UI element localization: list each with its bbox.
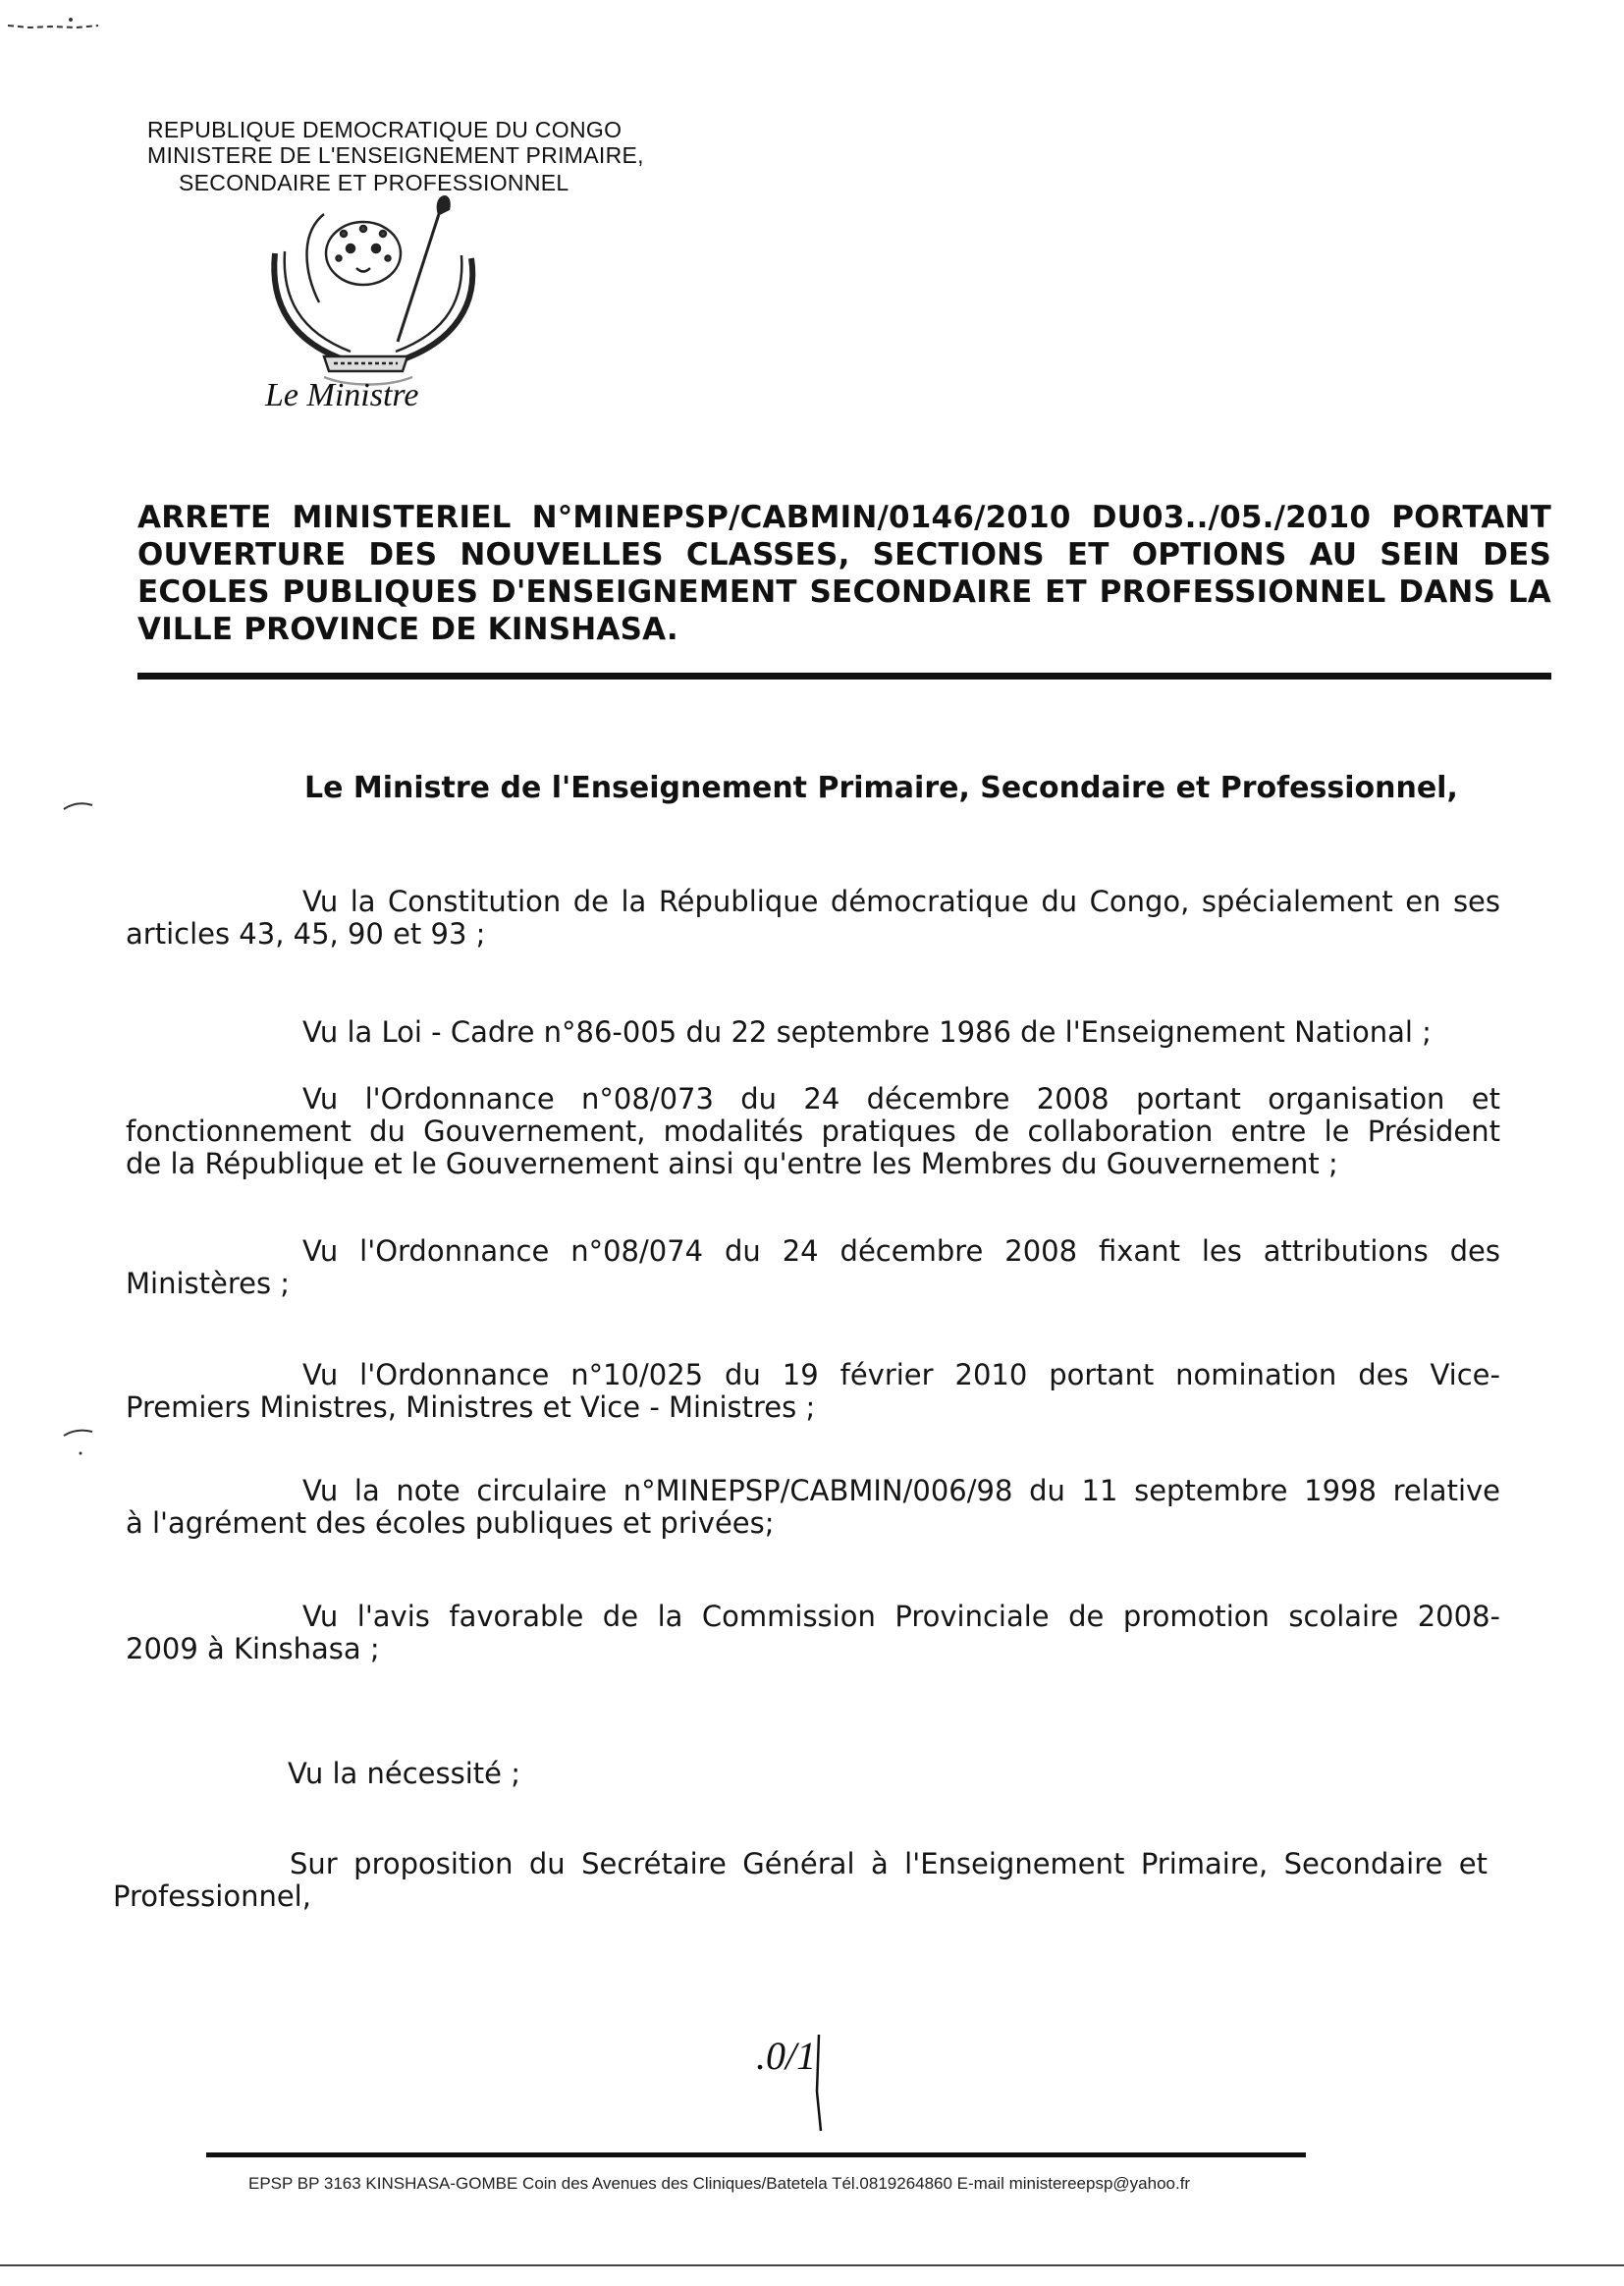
consideration-first-line: Vu la Loi - Cadre n°86-005 du 22 septembre 1986 de l'Enseignement National ; bbox=[302, 1015, 1432, 1049]
minister-heading: Le Ministre de l'Enseignement Primaire, Secondaire et Professionnel, bbox=[304, 771, 1458, 805]
consideration-continuation: Premiers Ministres, Ministres et Vice - Ministres ; bbox=[126, 1390, 816, 1424]
title-divider bbox=[137, 673, 1551, 680]
scan-edge-line bbox=[0, 2264, 1624, 2266]
footer-divider bbox=[206, 2152, 1306, 2157]
decree-title bbox=[137, 499, 1551, 648]
consideration-first-line: Vu la note circulaire n°MINEPSP/CABMIN/006/98 du 11 septembre 1998 relative bbox=[302, 1474, 1500, 1507]
consideration-proposition bbox=[113, 1848, 1488, 1913]
consideration-loi-cadre bbox=[126, 1016, 1500, 1049]
consideration-continuation: articles 43, 45, 90 et 93 ; bbox=[126, 917, 486, 951]
ministry-name-line2: SECONDAIRE ET PROFESSIONNEL bbox=[179, 170, 569, 195]
consideration-necessite bbox=[126, 1758, 1500, 1790]
margin-mark bbox=[59, 1424, 98, 1463]
page-initials: .0/1 bbox=[756, 2034, 817, 2078]
consideration-ordonnance-08-073 bbox=[126, 1083, 1500, 1180]
consideration-ordonnance-08-074 bbox=[126, 1235, 1500, 1300]
footer-address: EPSP BP 3163 KINSHASA-GOMBE Coin des Avenues des Cliniques/Batetela Tél.0819264860 E-mail ministereepsp@yahoo.fr bbox=[248, 2174, 1191, 2193]
consideration-first-line: Vu l'Ordonnance n°08/073 du 24 décembre 2008 portant organisation et bbox=[302, 1082, 1500, 1116]
minister-title-script: Le Ministre bbox=[265, 377, 419, 413]
margin-mark bbox=[59, 795, 98, 815]
consideration-continuation: à l'agrément des écoles publiques et privées; bbox=[126, 1506, 775, 1540]
consideration-avis-favorable bbox=[126, 1601, 1500, 1665]
consideration-ordonnance-10-025 bbox=[126, 1359, 1500, 1424]
consideration-note-circulaire bbox=[126, 1475, 1500, 1540]
consideration-first-line: Vu la Constitution de la République démocratique du Congo, spécialement en ses bbox=[302, 885, 1500, 918]
ministry-name-line1: MINISTERE DE L'ENSEIGNEMENT PRIMAIRE, bbox=[147, 142, 644, 168]
consideration-first-line: Vu l'Ordonnance n°08/074 du 24 décembre 2008 fixant les attributions des bbox=[302, 1234, 1500, 1268]
consideration-continuation: Professionnel, bbox=[113, 1879, 311, 1913]
consideration-continuation: Ministères ; bbox=[126, 1267, 291, 1300]
decree-title-line-4: VILLE PROVINCE DE KINSHASA. bbox=[137, 612, 678, 647]
scan-mark bbox=[0, 14, 137, 37]
consideration-first-line: Vu la nécessité ; bbox=[288, 1757, 520, 1790]
consideration-first-line: Vu l'Ordonnance n°10/025 du 19 février 2010 portant nomination des Vice- bbox=[302, 1358, 1500, 1391]
initials-stroke bbox=[805, 2033, 835, 2141]
decree-title-line-3: ECOLES PUBLIQUES D'ENSEIGNEMENT SECONDAIRE ET PROFESSIONNEL DANS LA bbox=[137, 574, 1551, 610]
consideration-continuation: 2009 à Kinshasa ; bbox=[126, 1632, 380, 1665]
decree-title-line-2: OUVERTURE DES NOUVELLES CLASSES, SECTIONS ET OPTIONS AU SEIN DES bbox=[137, 537, 1551, 572]
consideration-continuation: de la République et le Gouvernement ainsi qu'entre les Membres du Gouvernement ; bbox=[126, 1147, 1338, 1180]
consideration-first-line: Vu l'avis favorable de la Commission Provinciale de promotion scolaire 2008- bbox=[302, 1600, 1500, 1633]
country-name: REPUBLIQUE DEMOCRATIQUE DU CONGO bbox=[147, 117, 623, 142]
consideration-continuation: fonctionnement du Gouvernement, modalités pratiques de collaboration entre le Président bbox=[126, 1115, 1500, 1148]
consideration-first-line: Sur proposition du Secrétaire Général à l'Enseignement Primaire, Secondaire et bbox=[290, 1847, 1488, 1880]
decree-title-line-1: ARRETE MINISTERIEL N°MINEPSP/CABMIN/0146/2010 DU03../05./2010 PORTANT bbox=[137, 500, 1551, 535]
coat-of-arms-emblem bbox=[260, 194, 486, 391]
consideration-constitution bbox=[126, 886, 1500, 951]
